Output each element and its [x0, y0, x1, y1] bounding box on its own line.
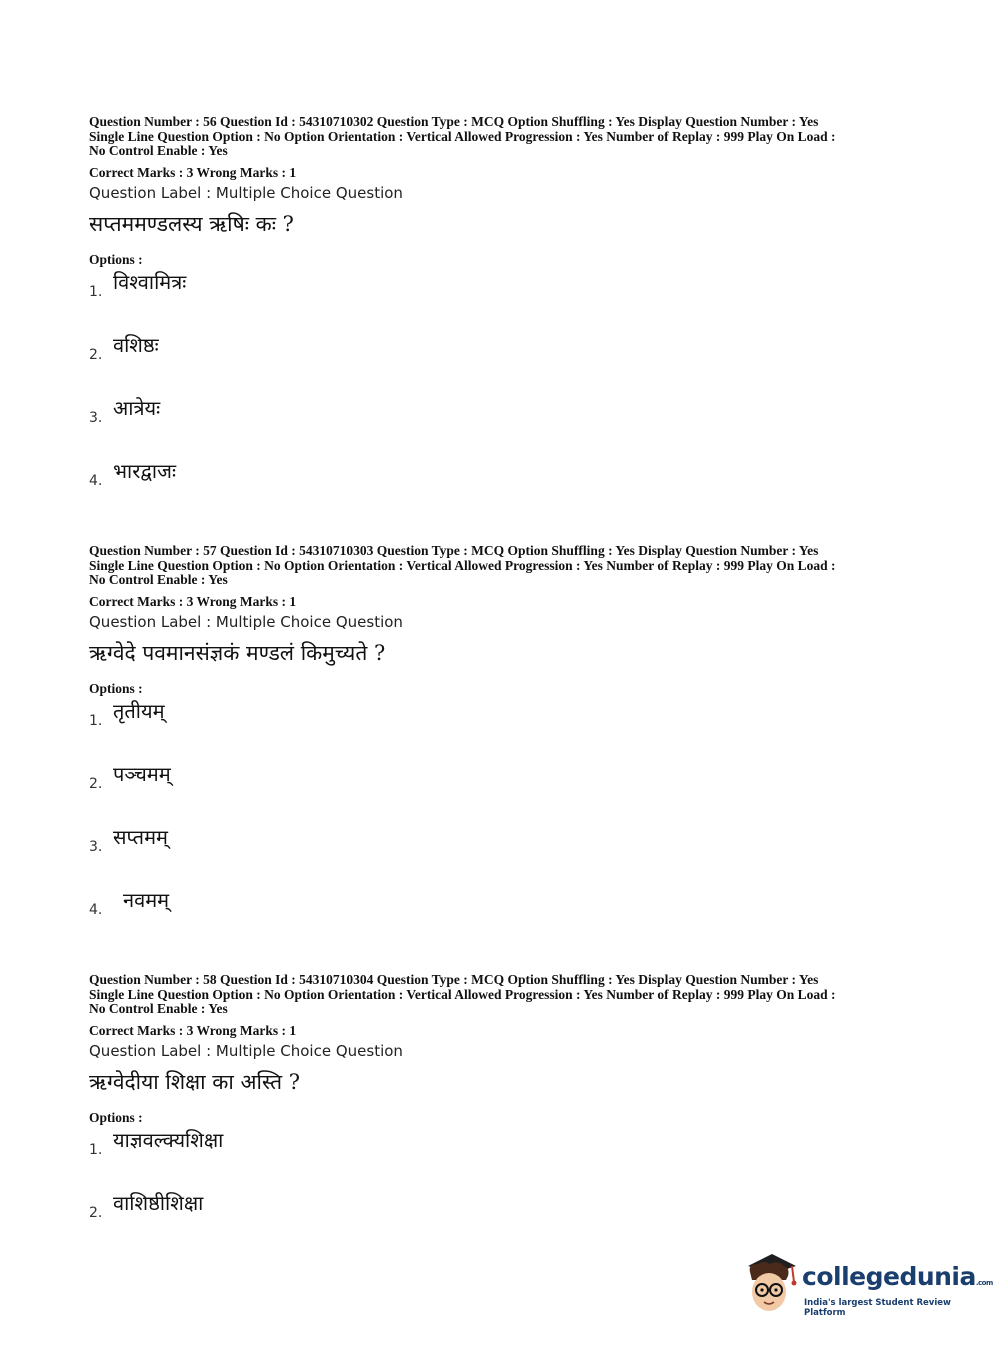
option-item[interactable] — [89, 1175, 919, 1238]
brand-tagline: India's largest Student Review Platform — [804, 1298, 951, 1318]
marks-line: Correct Marks : 3 Wrong Marks : 1 — [89, 1022, 297, 1038]
question-label: Question Label : Multiple Choice Question — [89, 612, 403, 631]
option-text: नवमम् — [123, 887, 170, 912]
question-block-58 — [89, 973, 919, 1238]
option-number: 2. — [89, 346, 103, 363]
option-text: सप्तमम् — [113, 824, 168, 849]
question-block-56 — [89, 115, 919, 506]
option-item[interactable] — [89, 317, 919, 380]
mascot-icon — [742, 1252, 800, 1316]
option-item[interactable] — [89, 380, 919, 443]
option-text: पञ्चमम् — [113, 761, 171, 786]
question-block-57 — [89, 544, 919, 935]
option-number: 2. — [89, 775, 103, 792]
option-item[interactable] — [89, 680, 919, 746]
option-number: 1. — [89, 283, 103, 300]
meta-line: Single Line Question Option : No Option Orientation : Vertical Allowed Progression : Yes Number of Replay : 999 Play On Load : — [89, 986, 836, 1002]
option-number: 3. — [89, 838, 103, 855]
question-meta — [89, 544, 919, 588]
meta-line: Question Number : 58 Question Id : 54310710304 Question Type : MCQ Option Shuffling : Yes Display Question Number : Yes — [89, 972, 819, 987]
brand-text: collegedunia — [802, 1262, 976, 1291]
option-text: विश्वामित्रः — [113, 269, 187, 294]
options-heading: Options : — [89, 1109, 143, 1125]
option-item[interactable] — [89, 251, 919, 317]
meta-line: Question Number : 57 Question Id : 54310710303 Question Type : MCQ Option Shuffling : Yes Display Question Number : Yes — [89, 543, 819, 558]
option-item[interactable] — [89, 872, 919, 935]
question-meta — [89, 973, 919, 1017]
options-heading: Options : — [89, 251, 143, 267]
option-text: वशिष्ठः — [113, 332, 159, 357]
option-text: भारद्वाजः — [113, 458, 176, 483]
option-text: याज्ञवल्क्यशिक्षा — [113, 1127, 224, 1152]
meta-line: No Control Enable : Yes — [89, 143, 228, 158]
option-item[interactable] — [89, 1109, 919, 1175]
collegedunia-logo — [742, 1250, 993, 1318]
brand-name — [802, 1262, 993, 1291]
option-item[interactable] — [89, 443, 919, 506]
option-text: तृतीयम् — [113, 698, 165, 723]
meta-line: No Control Enable : Yes — [89, 572, 228, 587]
meta-line: Question Number : 56 Question Id : 54310710302 Question Type : MCQ Option Shuffling : Yes Display Question Number : Yes — [89, 114, 819, 129]
option-text: वाशिष्ठीशिक्षा — [113, 1190, 204, 1215]
question-label: Question Label : Multiple Choice Question — [89, 1041, 403, 1060]
question-text: सप्तममण्डलस्य ऋषिः कः ? — [89, 211, 294, 236]
meta-line: No Control Enable : Yes — [89, 1001, 228, 1016]
meta-line: Single Line Question Option : No Option Orientation : Vertical Allowed Progression : Yes Number of Replay : 999 Play On Load : — [89, 128, 836, 144]
option-number: 2. — [89, 1204, 103, 1221]
option-number: 4. — [89, 472, 103, 489]
option-item[interactable] — [89, 746, 919, 809]
marks-line: Correct Marks : 3 Wrong Marks : 1 — [89, 164, 297, 180]
meta-line: Single Line Question Option : No Option Orientation : Vertical Allowed Progression : Yes Number of Replay : 999 Play On Load : — [89, 557, 836, 573]
question-text: ऋग्वेदीया शिक्षा का अस्ति ? — [89, 1069, 301, 1094]
option-number: 1. — [89, 1141, 103, 1158]
options-heading: Options : — [89, 680, 143, 696]
option-number: 1. — [89, 712, 103, 729]
marks-line: Correct Marks : 3 Wrong Marks : 1 — [89, 593, 297, 609]
option-item[interactable] — [89, 809, 919, 872]
option-number: 4. — [89, 901, 103, 918]
brand-domain: .com — [975, 1279, 993, 1287]
question-label: Question Label : Multiple Choice Question — [89, 183, 403, 202]
option-text: आत्रेयः — [113, 395, 161, 420]
option-number: 3. — [89, 409, 103, 426]
question-meta — [89, 115, 919, 159]
question-text: ऋग्वेदे पवमानसंज्ञकं मण्डलं किमुच्यते ? — [89, 640, 386, 665]
